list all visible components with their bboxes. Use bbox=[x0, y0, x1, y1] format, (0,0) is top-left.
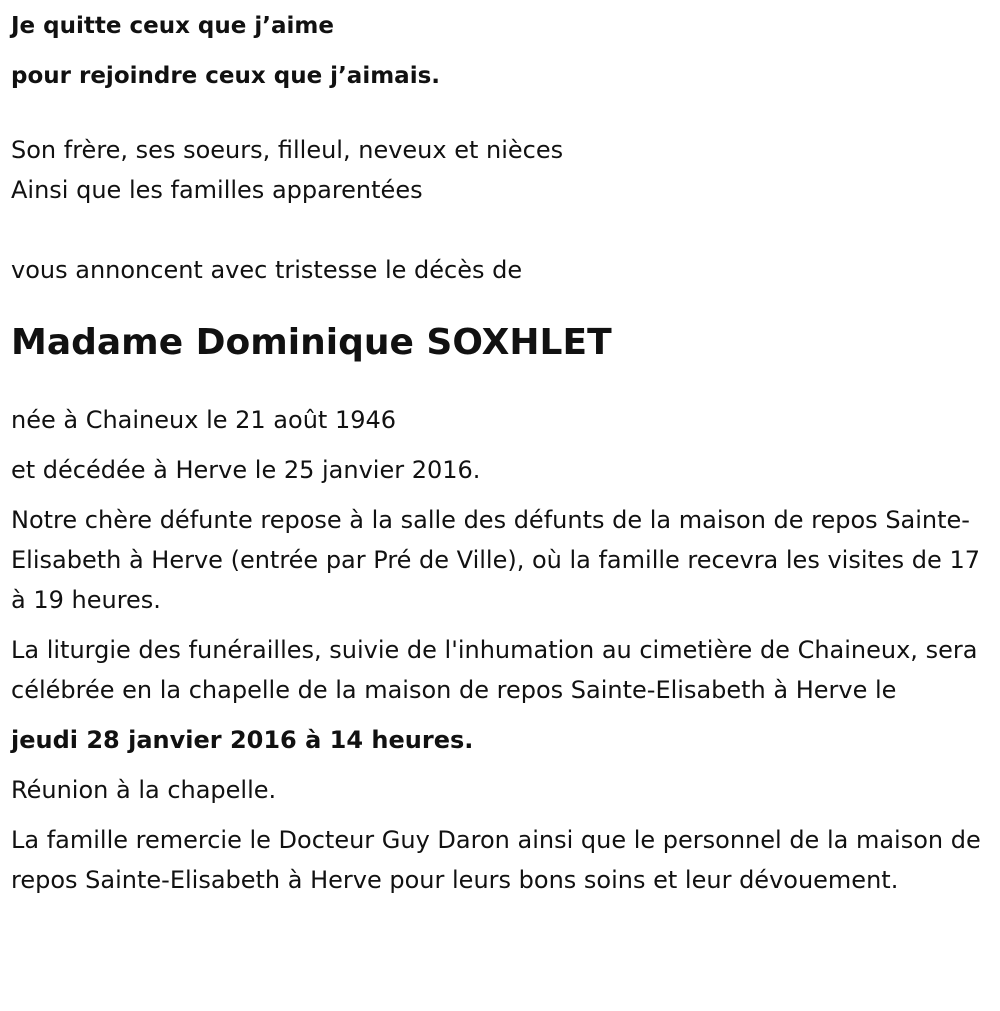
death-text: et décédée à Herve le 25 janvier 2016. bbox=[11, 456, 481, 484]
spacer bbox=[11, 368, 990, 400]
announcement-text: vous annoncent avec tristesse le décès de bbox=[11, 256, 523, 284]
quote-line-2: pour rejoindre ceux que j’aimais. bbox=[11, 63, 441, 89]
liturgy-text: La liturgie des funérailles, suivie de l'inhumation au cimetière de Chaineux, sera célébrée en la chapelle de la maison de repos Sainte-Elisabeth à Herve le bbox=[11, 636, 978, 704]
quote-line-1: Je quitte ceux que j’aime bbox=[11, 13, 334, 39]
family-line-1: Son frère, ses soeurs, filleul, neveux et nièces bbox=[11, 136, 564, 164]
deceased-name: Madame Dominique SOXHLET bbox=[11, 322, 612, 363]
ceremony-date: jeudi 28 janvier 2016 à 14 heures. bbox=[11, 726, 474, 754]
meeting-text: Réunion à la chapelle. bbox=[11, 776, 277, 804]
rest-place-text: Notre chère défunte repose à la salle des défunts de la maison de repos Sainte-Elisabeth à Herve (entrée par Pré de Ville), où la famille recevra les visites de 17 à 19 heures. bbox=[11, 506, 980, 614]
spacer bbox=[11, 96, 990, 130]
spacer bbox=[11, 210, 990, 250]
birth-text: née à Chaineux le 21 août 1946 bbox=[11, 406, 397, 434]
thanks-text: La famille remercie le Docteur Guy Daron ainsi que le personnel de la maison de repos Sainte-Elisabeth à Herve pour leurs bons soins et leur dévouement. bbox=[11, 826, 981, 894]
family-line-2: Ainsi que les familles apparentées bbox=[11, 176, 423, 204]
